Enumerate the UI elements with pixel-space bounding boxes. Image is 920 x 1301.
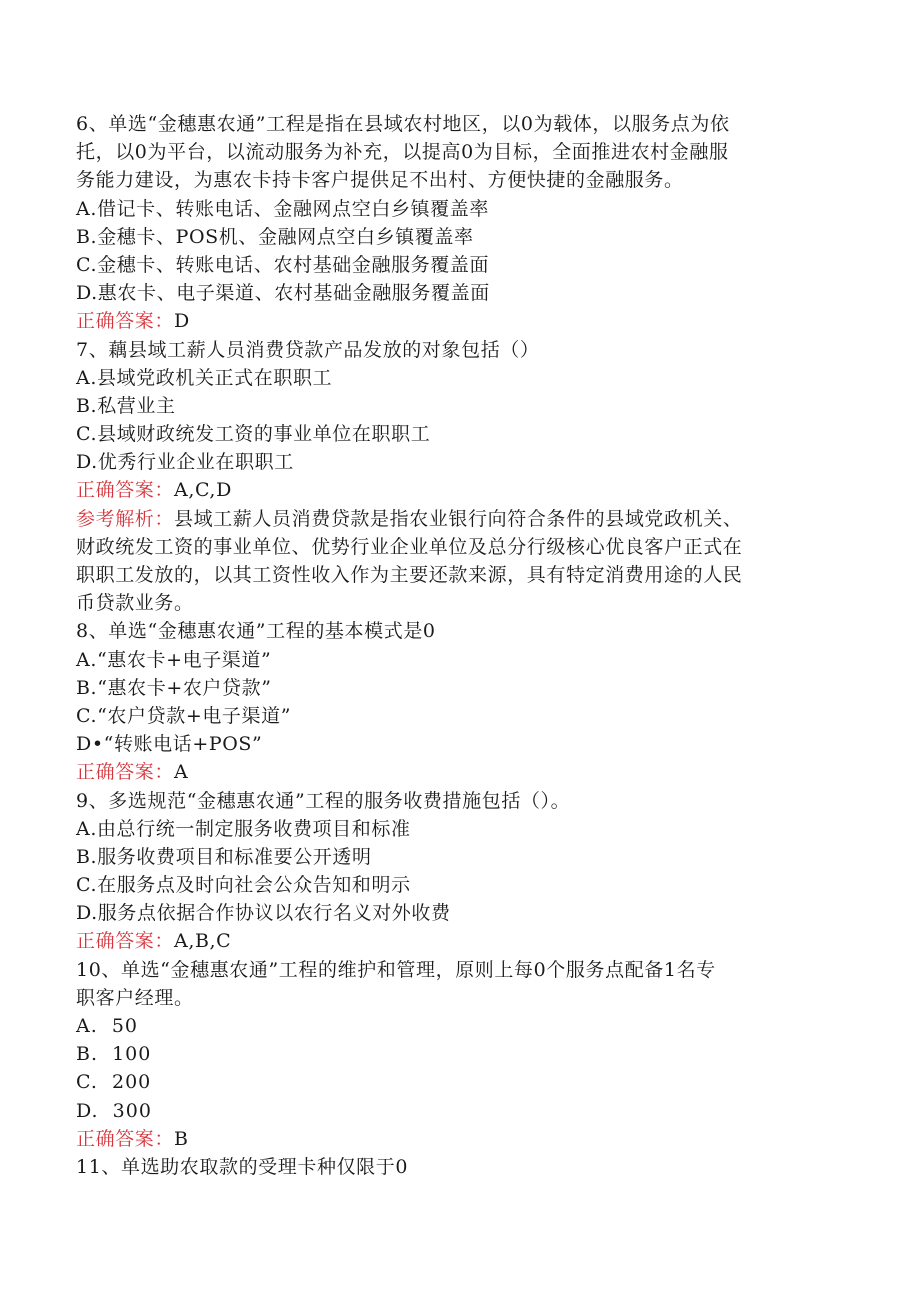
question-stem-line: 务能力建设，为惠农卡持卡客户提供足不出村、方便快捷的金融服务。 [76, 169, 684, 192]
option-c: C.县域财政统发工资的事业单位在职职工 [76, 423, 431, 446]
analysis-row [76, 505, 836, 533]
answer-row [76, 476, 836, 504]
question-stem-line: 7、藕县域工薪人员消费贷款产品发放的对象包括（） [76, 338, 540, 361]
option-c: C.在服务点及时向社会公众告知和明示 [76, 874, 411, 897]
answer-label: 正确答案： [76, 930, 175, 953]
analysis-text: 县域工薪人员消费贷款是指农业银行向符合条件的县域党政机关、 [174, 507, 743, 530]
question-6 [76, 110, 836, 336]
analysis-text: 财政统发工资的事业单位、优势行业企业单位及总分行级核心优良客户正式在 [76, 535, 743, 558]
option-c: C.“农户贷款+电子渠道” [76, 704, 292, 727]
option-d: D•“转账电话+POS” [76, 733, 263, 756]
question-11 [76, 1153, 836, 1181]
answer-label: 正确答案： [76, 761, 175, 784]
option-d: D. 300 [76, 1099, 152, 1122]
answer-row [76, 927, 836, 955]
answer-label: 正确答案： [76, 1127, 175, 1150]
question-7 [76, 336, 836, 618]
option-d: D.优秀行业企业在职职工 [76, 451, 294, 474]
answer-row [76, 758, 836, 786]
question-10 [76, 956, 836, 1153]
answer-value: B [174, 1127, 189, 1150]
question-stem-line: 11、单选助农取款的受理卡种仅限于0 [76, 1155, 409, 1178]
answer-label: 正确答案： [76, 479, 175, 502]
option-c: C.金穗卡、转账电话、农村基础金融服务覆盖面 [76, 253, 490, 276]
option-a: A.“惠农卡+电子渠道” [76, 648, 272, 671]
answer-label: 正确答案： [76, 310, 175, 333]
option-b: B.私营业主 [76, 394, 176, 417]
option-b: B.“惠农卡+农户贷款” [76, 676, 272, 699]
question-stem-line: 10、单选“金穗惠农通”工程的维护和管理，原则上每0个服务点配备1名专 [76, 958, 716, 981]
option-d: D.惠农卡、电子渠道、农村基础金融服务覆盖面 [76, 282, 490, 305]
option-b: B.服务收费项目和标准要公开透明 [76, 845, 372, 868]
question-8 [76, 617, 836, 786]
question-9 [76, 787, 836, 956]
answer-row [76, 307, 836, 335]
analysis-label: 参考解析： [76, 507, 175, 530]
answer-row [76, 1125, 836, 1153]
analysis-text: 币贷款业务。 [76, 592, 194, 615]
question-stem-line: 8、单选“金穗惠农通”工程的基本模式是0 [76, 620, 436, 643]
option-b: B. 100 [76, 1043, 152, 1066]
question-stem-line: 托，以0为平台，以流动服务为补充，以提高0为目标，全面推进农村金融服 [76, 141, 729, 164]
answer-value: A,C,D [174, 479, 232, 502]
option-d: D.服务点依据合作协议以农行名义对外收费 [76, 902, 451, 925]
option-c: C. 200 [76, 1071, 152, 1094]
answer-value: A [174, 761, 189, 784]
answer-value: D [174, 310, 190, 333]
question-stem-line: 9、多选规范“金穗惠农通”工程的服务收费措施包括（）。 [76, 789, 571, 812]
option-a: A.由总行统一制定服务收费项目和标准 [76, 817, 411, 840]
document-page [76, 110, 836, 1181]
analysis-text: 职职工发放的，以其工资性收入作为主要还款来源，具有特定消费用途的人民 [76, 564, 743, 586]
option-a: A.借记卡、转账电话、金融网点空白乡镇覆盖率 [76, 197, 489, 220]
answer-value: A,B,C [174, 930, 232, 953]
option-a: A.县域党政机关正式在职职工 [76, 366, 333, 389]
option-b: B.金穗卡、POS机、金融网点空白乡镇覆盖率 [76, 225, 474, 248]
question-stem-line: 6、单选“金穗惠农通”工程是指在县域农村地区，以0为载体，以服务点为依 [76, 113, 730, 135]
option-a: A. 50 [76, 1015, 139, 1037]
question-stem-line: 职客户经理。 [76, 986, 194, 1009]
